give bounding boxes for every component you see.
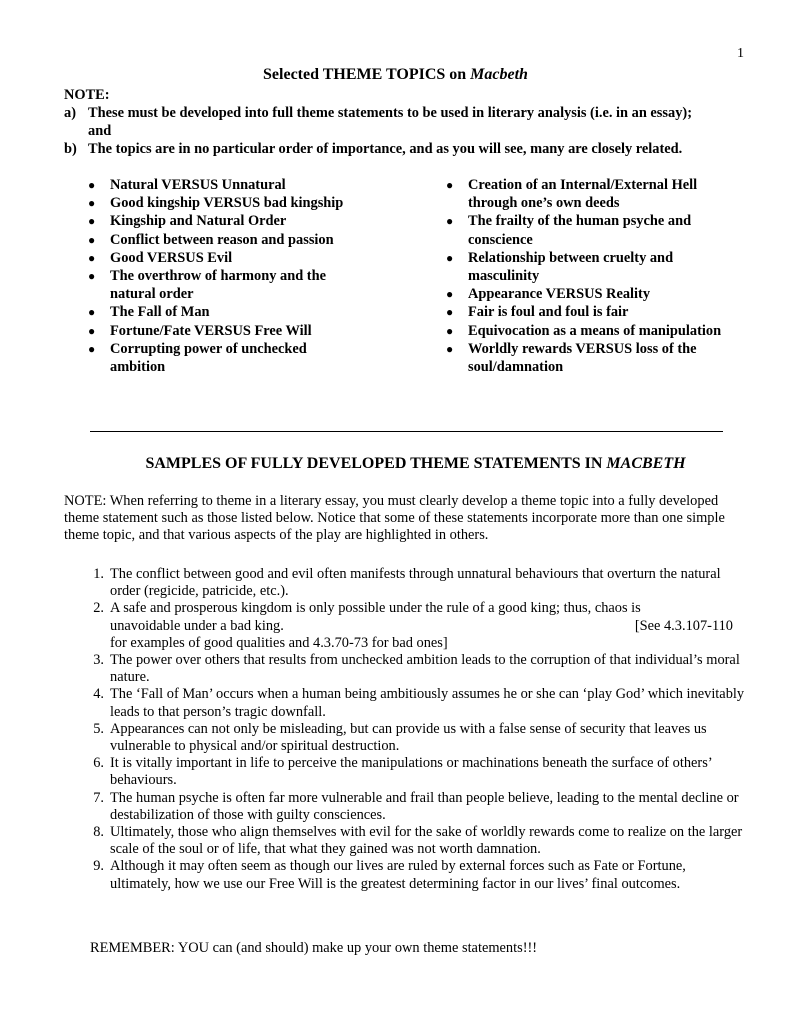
- topic-item: ● Creation of an Internal/External Hell through one’s own deeds: [446, 177, 698, 212]
- bullet-icon: ●: [446, 305, 454, 320]
- topic-item: ● Corrupting power of unchecked ambition: [88, 340, 307, 376]
- note-a-cont: and: [88, 123, 112, 139]
- bullet-icon: ●: [88, 214, 96, 229]
- bullet-icon: ●: [88, 341, 96, 356]
- bullet-icon: ●: [446, 287, 454, 302]
- note-item-b: [64, 140, 754, 158]
- note-a-text: These must be developed into full theme statements to be used in literary analysis (i.e. in an essay);: [88, 105, 692, 121]
- samples-note: NOTE: When referring to theme in a literary essay, you must clearly develop a theme topic into a fully developed theme statement such as those listed below. Notice that some of these statements incorporate more than one simple theme topic, and that various aspects of the play are highlighted in others.: [64, 493, 725, 544]
- theme-topics: [88, 176, 738, 376]
- topic-item: ● Worldly rewards VERSUS loss of the soul/damnation: [446, 340, 697, 376]
- reference: [See 4.3.107-110: [634, 617, 733, 634]
- topic-item: ● Fortune/Fate VERSUS Free Will: [88, 322, 312, 339]
- bullet-icon: ●: [88, 196, 96, 211]
- statement-item: 9. Although it may often seem as though our lives are ruled by external forces such as Fate or Fortune, ultimately, how we use our Free Will is the greatest determining factor in our lives’ final outcomes.: [93, 858, 686, 892]
- topics-left-column: [88, 176, 358, 376]
- topic-item: ● Appearance VERSUS Reality: [446, 286, 651, 303]
- samples-heading: [0, 455, 791, 473]
- statement-item: 1. The conflict between good and evil often manifests through unnatural behaviours that overturn the natural order (regicide, patricide, etc.).: [93, 566, 721, 600]
- statement-item: 8. Ultimately, those who align themselves with evil for the sake of worldly rewards come to realize on the larger scale of the soul or of life, that what they gained was not worth damnation.: [93, 824, 743, 858]
- topic-item: ● Kingship and Natural Order: [88, 213, 287, 230]
- bullet-icon: ●: [446, 250, 454, 265]
- bullet-icon: ●: [446, 341, 454, 356]
- statement-item: 4. The ‘Fall of Man’ occurs when a human being ambitiously assumes he or she can ‘play God’ which inevitably leads to that person’s tragic downfall.: [93, 686, 745, 720]
- statement-item: 3. The power over others that results from unchecked ambition leads to the corruption of that individual’s moral nature.: [93, 652, 740, 686]
- horizontal-divider: [90, 431, 723, 432]
- remember-note: REMEMBER: YOU can (and should) make up your own theme statements!!!: [90, 940, 538, 956]
- topic-item: ● Relationship between cruelty and masculinity: [446, 249, 674, 285]
- bullet-icon: ●: [446, 323, 454, 338]
- bullet-icon: ●: [446, 214, 454, 229]
- samples-heading-italic: MACBETH: [606, 455, 686, 472]
- note-b-text: The topics are in no particular order of importance, and as you will see, many are closely related.: [88, 141, 683, 157]
- statement-item: 6. It is vitally important in life to perceive the manipulations or machinations beneath the surface of others’ behaviours.: [93, 755, 712, 789]
- title-text: Selected THEME TOPICS on: [263, 66, 471, 83]
- topics-right-column: [446, 176, 738, 376]
- topic-item: ● The overthrow of harmony and the natural order: [88, 268, 326, 303]
- note-a-label: a): [64, 105, 76, 121]
- page-title: [0, 66, 791, 84]
- statement-item: 5. Appearances can not only be misleading, but can provide us with a false sense of security that leaves us vulnerable to physical and/or spiritual destruction.: [93, 720, 707, 755]
- topic-item: ● Good VERSUS Evil: [88, 249, 233, 266]
- topic-item: ● Fair is foul and foul is fair: [446, 304, 629, 321]
- note-block: [64, 86, 754, 158]
- topic-item: ● Conflict between reason and passion: [88, 231, 334, 248]
- note-item-a: [64, 104, 754, 140]
- topic-item: ● The frailty of the human psyche and conscience: [446, 213, 692, 248]
- bullet-icon: ●: [88, 232, 96, 247]
- topic-item: ● The Fall of Man: [88, 304, 210, 321]
- title-italic: Macbeth: [470, 66, 528, 83]
- topic-item: ● Good kingship VERSUS bad kingship: [88, 195, 344, 212]
- statement-item: 7. The human psyche is often far more vulnerable and frail than people believe, leading to the mental decline or destabilization of those with guilty consciences.: [93, 789, 739, 823]
- bullet-icon: ●: [88, 250, 96, 265]
- page-number: 1: [737, 46, 744, 61]
- note-label: NOTE:: [64, 87, 110, 103]
- topic-item: ● Equivocation as a means of manipulation: [446, 322, 722, 339]
- topic-item: ● Natural VERSUS Unnatural: [88, 177, 286, 193]
- theme-statements-list: [80, 566, 745, 893]
- bullet-icon: ●: [88, 305, 96, 320]
- samples-heading-text: SAMPLES OF FULLY DEVELOPED THEME STATEMENTS IN: [145, 455, 607, 472]
- bullet-icon: ●: [88, 178, 96, 192]
- bullet-icon: ●: [88, 269, 96, 284]
- bullet-icon: ●: [446, 178, 454, 192]
- statement-item: 2. A safe and prosperous kingdom is only possible under the rule of a good king; thus, chaos is unavoidable under a bad king. [See 4.3.107-110 for examples of good qualities and 4.3.70-73 for bad ones]: [93, 600, 733, 651]
- bullet-icon: ●: [88, 323, 96, 338]
- note-b-label: b): [64, 141, 77, 157]
